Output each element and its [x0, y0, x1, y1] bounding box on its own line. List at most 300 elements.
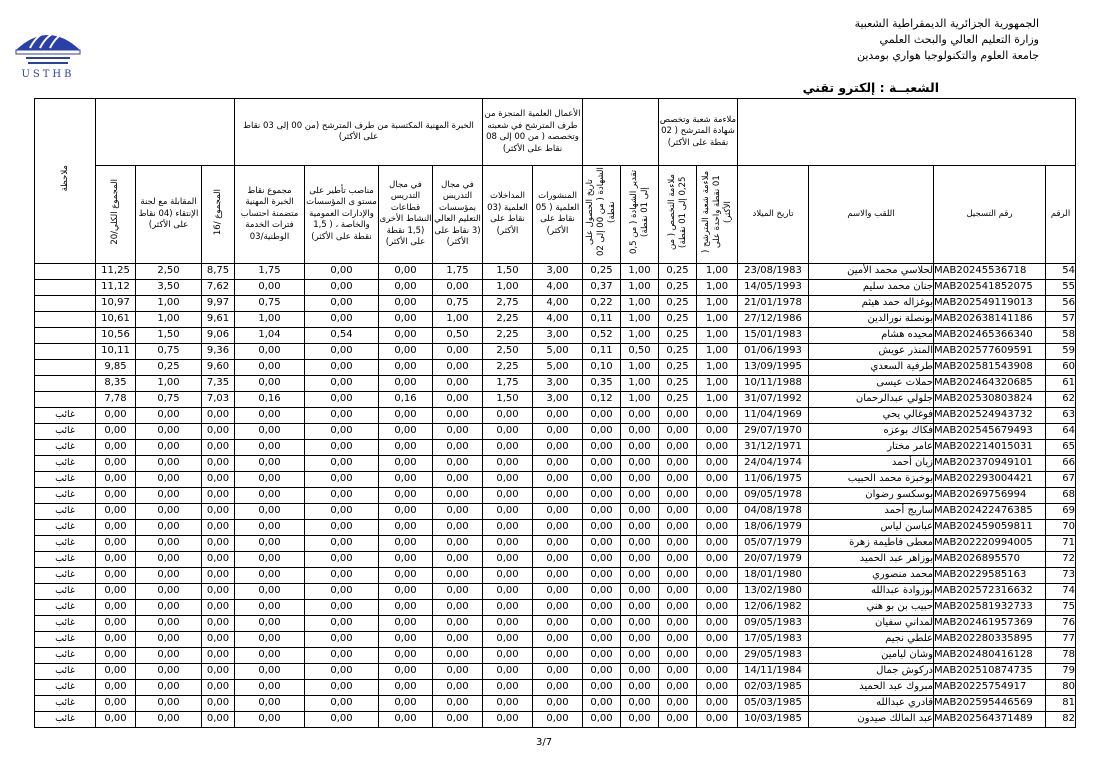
cell-score: 0,00 — [621, 455, 659, 471]
cell-score: 0,25 — [659, 359, 697, 375]
cell-score: 1,00 — [697, 375, 738, 391]
svg-text:USTHB: USTHB — [21, 69, 75, 80]
cell-score: 1,00 — [136, 295, 202, 311]
cell-name: علطي نجيم — [809, 631, 934, 647]
cell-score: 0,00 — [235, 599, 305, 615]
cell-score: 0,00 — [433, 423, 483, 439]
cell-score: 0,00 — [659, 583, 697, 599]
cell-score: 0,00 — [202, 711, 235, 727]
cell-score: 0,00 — [96, 679, 136, 695]
cell-score: 1,00 — [697, 343, 738, 359]
cell-score: 0,00 — [659, 711, 697, 727]
cell-score: 0,00 — [659, 599, 697, 615]
cell-registration: MAB202524943732 — [934, 407, 1046, 423]
cell-score: 0,00 — [533, 583, 583, 599]
cell-score: 0,00 — [533, 487, 583, 503]
cell-score: 0,00 — [621, 535, 659, 551]
cell-score: 0,00 — [235, 615, 305, 631]
table-row — [35, 647, 1076, 663]
cell-score: 10,61 — [96, 311, 136, 327]
cell-score: 0,00 — [136, 503, 202, 519]
cell-score: 0,00 — [305, 583, 379, 599]
cell-score: 0,00 — [659, 503, 697, 519]
cell-score: 0,00 — [483, 471, 533, 487]
cell-score: 0,00 — [235, 535, 305, 551]
cell-score: 1,75 — [235, 263, 305, 279]
cell-score: 0,00 — [433, 599, 483, 615]
cell-birth-date: 31/07/1992 — [738, 391, 809, 407]
cell-note: غائب — [35, 679, 96, 695]
cell-score: 0,00 — [621, 679, 659, 695]
cell-score: 0,00 — [621, 519, 659, 535]
cell-score: 0,00 — [202, 471, 235, 487]
cell-score: 0,00 — [235, 471, 305, 487]
cell-number: 64 — [1046, 423, 1076, 439]
cell-score: 0,00 — [533, 663, 583, 679]
table-row — [35, 567, 1076, 583]
cell-score: 0,00 — [433, 375, 483, 391]
cell-score: 0,00 — [379, 647, 433, 663]
cell-score: 0,00 — [96, 615, 136, 631]
cell-score: 0,00 — [583, 695, 621, 711]
cell-name: طرفية السعدي — [809, 359, 934, 375]
cell-score: 0,00 — [583, 663, 621, 679]
cell-score: 1,00 — [697, 263, 738, 279]
cell-score: 1,00 — [697, 359, 738, 375]
cell-registration: MAB202564371489 — [934, 711, 1046, 727]
cell-score: 0,00 — [202, 695, 235, 711]
cell-note: غائب — [35, 487, 96, 503]
cell-score: 0,25 — [659, 375, 697, 391]
cell-score: 0,00 — [697, 615, 738, 631]
col-prof-total: مجموع نقاط الخبرة المهنية متضمنة احتساب فترات الخدمة الوطنية/03 — [235, 166, 305, 264]
cell-score: 0,00 — [305, 551, 379, 567]
cell-score: 0,00 — [433, 359, 483, 375]
cell-note — [35, 359, 96, 375]
cell-registration: MAB20229585163 — [934, 567, 1046, 583]
cell-score: 0,00 — [583, 615, 621, 631]
cell-score: 0,00 — [379, 695, 433, 711]
cell-number: 82 — [1046, 711, 1076, 727]
cell-score: 4,00 — [533, 279, 583, 295]
cell-score: 0,00 — [305, 391, 379, 407]
cell-score: 0,00 — [433, 679, 483, 695]
cell-score: 0,00 — [136, 631, 202, 647]
cell-score: 0,00 — [305, 407, 379, 423]
cell-name: بوخبزة محمد الحبيب — [809, 471, 934, 487]
cell-score: 0,00 — [433, 471, 483, 487]
cell-score: 0,25 — [659, 343, 697, 359]
cell-score: 0,37 — [583, 279, 621, 295]
cell-score: 0,00 — [305, 295, 379, 311]
cell-score: 0,00 — [659, 551, 697, 567]
cell-name: حملات عيسى — [809, 375, 934, 391]
cell-score: 0,00 — [621, 471, 659, 487]
cell-score: 0,00 — [202, 535, 235, 551]
cell-score: 0,00 — [305, 439, 379, 455]
cell-score: 0,00 — [483, 455, 533, 471]
table-row — [35, 503, 1076, 519]
cell-score: 0,00 — [136, 551, 202, 567]
cell-birth-date: 27/12/1986 — [738, 311, 809, 327]
cell-score: 0,00 — [96, 583, 136, 599]
col-interview: المقابلة مع لجنة الإنتقاء (04 نقاط على الأكثر) — [136, 166, 202, 264]
cell-score: 0,00 — [136, 471, 202, 487]
cell-score: 0,00 — [697, 711, 738, 727]
cell-registration: MAB202280335895 — [934, 631, 1046, 647]
cell-score: 0,00 — [136, 423, 202, 439]
col-degree-date: تاريخ الحصول على الشهادة ( من 00 إلى 02 نقطة) — [583, 166, 621, 264]
cell-score: 0,00 — [96, 551, 136, 567]
cell-note — [35, 263, 96, 279]
cell-score: 0,00 — [483, 631, 533, 647]
cell-score: 0,00 — [379, 407, 433, 423]
cell-score: 0,50 — [433, 327, 483, 343]
cell-score: 0,00 — [379, 311, 433, 327]
cell-name: فكاك بوعزه — [809, 423, 934, 439]
cell-score: 0,00 — [136, 695, 202, 711]
table-row — [35, 631, 1076, 647]
cell-score: 0,11 — [583, 311, 621, 327]
cell-name: محيده هشام — [809, 327, 934, 343]
specialty-title: الشعبــة : إلكترو تقني — [802, 80, 939, 95]
cell-registration: MAB202638141186 — [934, 311, 1046, 327]
cell-score: 0,00 — [305, 663, 379, 679]
cell-name: بوسكسو رضوان — [809, 487, 934, 503]
cell-score: 0,00 — [96, 439, 136, 455]
cell-score: 0,00 — [235, 503, 305, 519]
cell-score: 0,00 — [583, 487, 621, 503]
cell-score: 0,00 — [379, 263, 433, 279]
cell-note: غائب — [35, 455, 96, 471]
cell-note: غائب — [35, 711, 96, 727]
cell-score: 0,00 — [433, 407, 483, 423]
cell-number: 81 — [1046, 695, 1076, 711]
cell-score: 0,25 — [659, 327, 697, 343]
cell-score: 0,00 — [235, 679, 305, 695]
cell-score: 1,50 — [136, 327, 202, 343]
table-row — [35, 535, 1076, 551]
cell-score: 0,00 — [483, 407, 533, 423]
university-line: جامعة العلوم والتكنولوجيا هواري بومدين — [856, 49, 1039, 62]
cell-registration: MAB202541852075 — [934, 279, 1046, 295]
cell-score: 0,00 — [433, 631, 483, 647]
cell-number: 60 — [1046, 359, 1076, 375]
cell-score: 0,00 — [235, 455, 305, 471]
cell-score: 0,00 — [533, 647, 583, 663]
cell-score: 0,00 — [533, 535, 583, 551]
cell-score: 0,00 — [483, 551, 533, 567]
cell-score: 0,00 — [136, 615, 202, 631]
cell-number: 59 — [1046, 343, 1076, 359]
cell-score: 0,00 — [379, 471, 433, 487]
cell-score: 0,00 — [136, 711, 202, 727]
col-branch-fit: ملاءمة شعبة المترشح ( 01 نقطة واحدة على الأكثر) — [697, 166, 738, 264]
cell-score: 0,00 — [433, 519, 483, 535]
cell-name: محمد منصوري — [809, 567, 934, 583]
cell-score: 0,00 — [433, 455, 483, 471]
cell-score: 0,00 — [583, 455, 621, 471]
cell-score: 0,00 — [659, 535, 697, 551]
cell-score: 0,00 — [697, 599, 738, 615]
cell-birth-date: 14/11/1984 — [738, 663, 809, 679]
cell-note: غائب — [35, 631, 96, 647]
cell-score: 0,00 — [202, 631, 235, 647]
cell-name: فوغالي يحي — [809, 407, 934, 423]
cell-score: 1,00 — [697, 327, 738, 343]
cell-score: 1,50 — [483, 391, 533, 407]
usthb-logo — [12, 24, 84, 80]
cell-note: غائب — [35, 663, 96, 679]
cell-birth-date: 18/01/1980 — [738, 567, 809, 583]
cell-score: 0,00 — [533, 455, 583, 471]
cell-score: 0,00 — [305, 375, 379, 391]
cell-score: 0,00 — [136, 487, 202, 503]
cell-number: 70 — [1046, 519, 1076, 535]
cell-name: بوزوادة عبدالله — [809, 583, 934, 599]
cell-score: 0,16 — [235, 391, 305, 407]
cell-score: 0,00 — [621, 695, 659, 711]
cell-score: 0,00 — [305, 263, 379, 279]
cell-registration: MAB202461957369 — [934, 615, 1046, 631]
cell-score: 0,00 — [235, 519, 305, 535]
cell-birth-date: 15/01/1983 — [738, 327, 809, 343]
cell-name: لحلاسي محمد الأمين — [809, 263, 934, 279]
cell-birth-date: 04/08/1978 — [738, 503, 809, 519]
table-row — [35, 311, 1076, 327]
cell-score: 0,75 — [136, 391, 202, 407]
cell-registration: MAB202480416128 — [934, 647, 1046, 663]
table-row — [35, 343, 1076, 359]
cell-birth-date: 18/06/1979 — [738, 519, 809, 535]
cell-score: 0,00 — [659, 615, 697, 631]
col-spec-fit: ملاءمة التخصص ( من 0,25 إلى 01 نقطة) — [659, 166, 697, 264]
cell-name: جلولي عبدالرحمان — [809, 391, 934, 407]
table-row — [35, 599, 1076, 615]
cell-score: 3,00 — [533, 263, 583, 279]
cell-score: 0,00 — [483, 423, 533, 439]
cell-score: 1,00 — [136, 311, 202, 327]
cell-score: 0,00 — [379, 631, 433, 647]
cell-score: 1,00 — [621, 279, 659, 295]
cell-birth-date: 11/04/1969 — [738, 407, 809, 423]
cell-registration: MAB202464320685 — [934, 375, 1046, 391]
cell-score: 0,00 — [583, 407, 621, 423]
cell-score: 0,00 — [235, 695, 305, 711]
cell-score: 9,85 — [96, 359, 136, 375]
table-row — [35, 471, 1076, 487]
cell-birth-date: 13/02/1980 — [738, 583, 809, 599]
cell-birth-date: 05/07/1979 — [738, 535, 809, 551]
cell-score: 0,52 — [583, 327, 621, 343]
cell-note — [35, 391, 96, 407]
cell-number: 67 — [1046, 471, 1076, 487]
cell-name: المنذر عويش — [809, 343, 934, 359]
cell-note: غائب — [35, 519, 96, 535]
cell-number: 73 — [1046, 567, 1076, 583]
cell-score: 1,00 — [697, 295, 738, 311]
cell-score: 0,75 — [433, 295, 483, 311]
cell-score: 0,00 — [379, 327, 433, 343]
cell-score: 0,00 — [379, 359, 433, 375]
cell-score: 0,00 — [583, 647, 621, 663]
col-degree-grade: تقدير الشهادة ( من 0,5 إلى 01 نقطة) — [621, 166, 659, 264]
cell-score: 2,75 — [483, 295, 533, 311]
cell-score: 0,00 — [136, 519, 202, 535]
cell-score: 0,00 — [379, 519, 433, 535]
cell-score: 0,00 — [433, 487, 483, 503]
cell-score: 0,00 — [379, 423, 433, 439]
cell-score: 0,00 — [305, 359, 379, 375]
cell-score: 0,00 — [483, 503, 533, 519]
col-total20: المجموع الكلي/20 — [96, 166, 136, 264]
cell-registration: MAB20269756994 — [934, 487, 1046, 503]
cell-score: 0,00 — [697, 663, 738, 679]
cell-score: 0,00 — [533, 439, 583, 455]
cell-registration: MAB202370949101 — [934, 455, 1046, 471]
cell-score: 0,00 — [697, 583, 738, 599]
cell-score: 5,00 — [533, 359, 583, 375]
cell-name: وشان ليامين — [809, 647, 934, 663]
cell-score: 0,00 — [621, 503, 659, 519]
cell-number: 56 — [1046, 295, 1076, 311]
group-fit: ملاءمة شعبة وتخصص شهادة المترشح ( 02 نقطة على الأكثر) — [659, 99, 738, 166]
cell-score: 0,00 — [697, 407, 738, 423]
cell-score: 0,00 — [136, 679, 202, 695]
cell-score: 0,00 — [305, 487, 379, 503]
cell-score: 7,78 — [96, 391, 136, 407]
cell-score: 3,00 — [533, 327, 583, 343]
table-row — [35, 455, 1076, 471]
cell-score: 0,00 — [96, 471, 136, 487]
cell-score: 0,00 — [697, 423, 738, 439]
cell-score: 0,00 — [583, 551, 621, 567]
cell-score: 0,00 — [202, 679, 235, 695]
table-row — [35, 711, 1076, 727]
cell-score: 0,00 — [202, 487, 235, 503]
cell-score: 0,00 — [533, 631, 583, 647]
cell-score: 0,00 — [235, 487, 305, 503]
cell-note: غائب — [35, 471, 96, 487]
table-row — [35, 679, 1076, 695]
cell-score: 0,25 — [659, 263, 697, 279]
cell-score: 0,00 — [379, 599, 433, 615]
cell-note: غائب — [35, 535, 96, 551]
cell-score: 0,54 — [305, 327, 379, 343]
cell-score: 2,50 — [136, 263, 202, 279]
cell-score: 0,00 — [533, 519, 583, 535]
cell-score: 0,00 — [202, 439, 235, 455]
cell-score: 0,00 — [697, 631, 738, 647]
cell-score: 0,00 — [136, 663, 202, 679]
cell-score: 0,00 — [621, 423, 659, 439]
cell-score: 0,00 — [379, 679, 433, 695]
cell-birth-date: 09/05/1983 — [738, 615, 809, 631]
table-row — [35, 407, 1076, 423]
cell-score: 1,00 — [697, 311, 738, 327]
cell-score: 0,00 — [235, 439, 305, 455]
cell-number: 63 — [1046, 407, 1076, 423]
cell-score: 0,00 — [697, 471, 738, 487]
cell-number: 71 — [1046, 535, 1076, 551]
cell-score: 0,00 — [96, 455, 136, 471]
col-prof-management: مناصب تأطير على مستو ى المؤسسات والإدارات العمومية والخاصة ، ( 1,5 نقطة على الأكثر) — [305, 166, 379, 264]
cell-score: 0,00 — [433, 535, 483, 551]
cell-note: غائب — [35, 423, 96, 439]
cell-score: 0,00 — [202, 583, 235, 599]
cell-score: 0,00 — [305, 311, 379, 327]
cell-registration: MAB2026895570 — [934, 551, 1046, 567]
group-professional: الخبرة المهنية المكتسبة من طرف المترشح (من 00 إلى 03 نقاط على الأكثر) — [235, 99, 483, 166]
cell-score: 0,00 — [583, 599, 621, 615]
table-row — [35, 263, 1076, 279]
cell-score: 0,00 — [483, 535, 533, 551]
cell-score: 0,00 — [379, 439, 433, 455]
cell-score: 2,25 — [483, 327, 533, 343]
cell-score: 0,00 — [583, 711, 621, 727]
cell-score: 0,00 — [697, 519, 738, 535]
cell-score: 0,00 — [96, 695, 136, 711]
cell-registration: MAB202459059811 — [934, 519, 1046, 535]
cell-score: 0,25 — [659, 391, 697, 407]
cell-score: 0,00 — [533, 503, 583, 519]
cell-name: دركوش جمال — [809, 663, 934, 679]
cell-score: 9,36 — [202, 343, 235, 359]
cell-score: 0,00 — [533, 551, 583, 567]
cell-score: 0,00 — [533, 615, 583, 631]
cell-score: 0,00 — [305, 535, 379, 551]
cell-score: 0,00 — [136, 439, 202, 455]
cell-score: 1,00 — [621, 391, 659, 407]
cell-note — [35, 295, 96, 311]
cell-number: 68 — [1046, 487, 1076, 503]
cell-score: 0,00 — [659, 487, 697, 503]
cell-name: زيان أحمد — [809, 455, 934, 471]
cell-score: 0,25 — [583, 263, 621, 279]
cell-score: 0,00 — [96, 599, 136, 615]
cell-score: 0,00 — [235, 567, 305, 583]
cell-note — [35, 311, 96, 327]
cell-score: 0,00 — [379, 343, 433, 359]
cell-score: 5,00 — [533, 343, 583, 359]
col-registration: رقم التسجيل — [934, 166, 1046, 264]
cell-note — [35, 327, 96, 343]
cell-score: 0,00 — [305, 423, 379, 439]
cell-score: 0,16 — [379, 391, 433, 407]
cell-registration: MAB202214015031 — [934, 439, 1046, 455]
cell-registration: MAB202510874735 — [934, 663, 1046, 679]
cell-score: 0,00 — [379, 535, 433, 551]
cell-score: 0,00 — [483, 647, 533, 663]
cell-score: 0,00 — [583, 471, 621, 487]
cell-score: 1,00 — [433, 311, 483, 327]
cell-score: 1,00 — [621, 327, 659, 343]
cell-note: غائب — [35, 599, 96, 615]
cell-score: 1,04 — [235, 327, 305, 343]
table-row — [35, 375, 1076, 391]
col-prof-higher: في مجال التدريس بمؤسسات التعليم العالي (3 نقاط على الأكثر) — [433, 166, 483, 264]
cell-score: 0,00 — [659, 679, 697, 695]
cell-score: 4,00 — [533, 295, 583, 311]
cell-score: 0,00 — [305, 471, 379, 487]
cell-score: 0,00 — [583, 439, 621, 455]
cell-score: 4,00 — [533, 311, 583, 327]
cell-registration: MAB202581543908 — [934, 359, 1046, 375]
cell-score: 7,62 — [202, 279, 235, 295]
cell-score: 0,00 — [583, 423, 621, 439]
cell-score: 0,00 — [483, 439, 533, 455]
cell-score: 0,00 — [697, 695, 738, 711]
